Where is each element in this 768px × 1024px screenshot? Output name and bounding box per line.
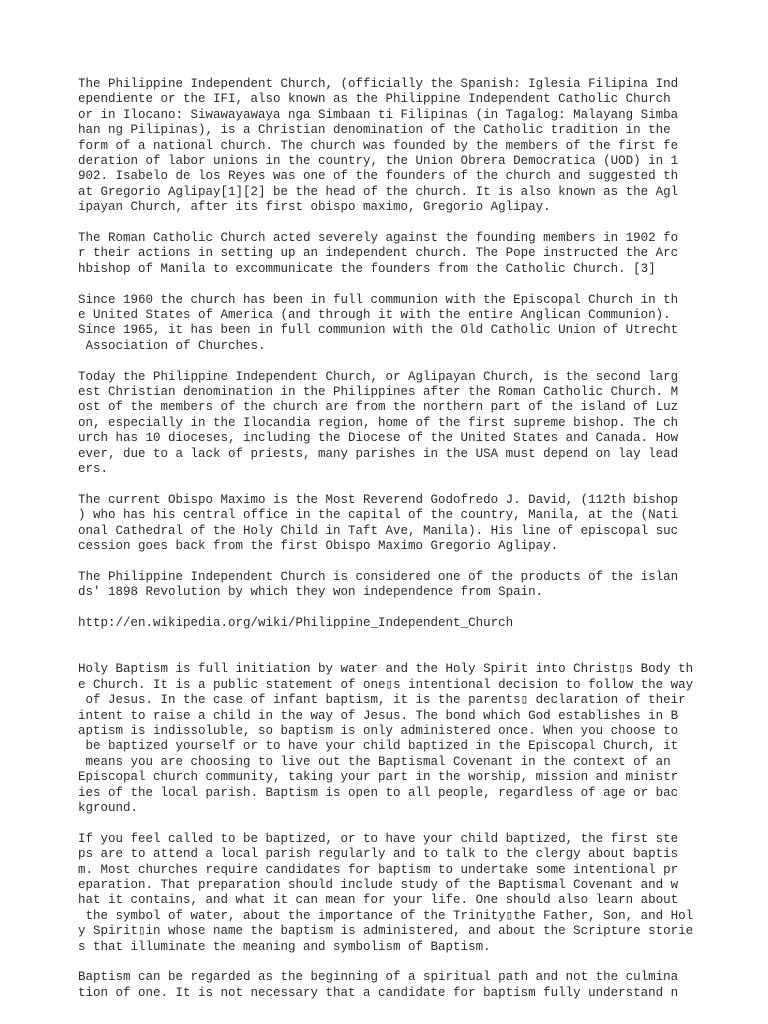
paragraph-revolution: The Philippine Independent Church is considered one of the products of the islan ds' 1898 Revolution by which they won independence from Spain.: [78, 569, 679, 600]
paragraph-obispo-maximo: The current Obispo Maximo is the Most Reverend Godofredo J. David, (112th bishop ) who has his central office in the capital of the country, Manila, at the (Nati onal Cathedral of the Holy Child in Taft Ave, Manila). His line of episcopal suc cession goes back from the first Obispo Maximo Gregorio Aglipay.: [78, 492, 679, 554]
paragraph-holy-baptism: Holy Baptism is full initiation by water and the Holy Spirit into Christ▯s Body th e Church. It is a public statement of one▯s intentional decision to follow the way of Jesus. In the case of infant baptism, it is the parents▯ declaration of their intent to raise a child in the way of Jesus. The bond which God establishes in B aptism is indissoluble, so baptism is only administered once. When you choose to be baptized yourself or to have your child baptized in the Episcopal Church, it means you are choosing to live out the Baptismal Covenant in the context of an Episcopal church community, taking your part in the worship, mission and ministr ies of the local parish. Baptism is open to all people, regardless of age or bac kground.: [78, 662, 694, 815]
paragraph-baptism-preparation: If you feel called to be baptized, or to have your child baptized, the first ste ps are to attend a local parish regularly and to talk to the clergy about baptis m. Most churches require candidates for baptism to undertake some intentional pr eparation. That preparation should include study of the Baptismal Covenant and w hat it contains, and what it can mean for your life. One should also learn about the symbol of water, about the importance of the Trinity▯the Father, Son, and Hol y Spirit▯in whose name the baptism is administered, and about the Scripture storie s that illuminate the meaning and symbolism of Baptism.: [78, 831, 694, 954]
paragraph-ifi-overview: The Philippine Independent Church, (officially the Spanish: Iglesia Filipina Ind ependiente or the IFI, also known as the Philippine Independent Catholic Church or in Ilocano: Siwawayawaya nga Simbaan ti Filipinas (in Tagalog: Malayang Simba han ng Pilipinas), is a Christian denomination of the Catholic tradition in the form of a national church. The church was founded by the members of the first fe deration of labor unions in the country, the Union Obrera Democratica (UOD) in 1 902. Isabelo de los Reyes was one of the founders of the church and suggested th at Gregorio Aglipay[1][2] be the head of the church. It is also known as the Agl ipayan Church, after its first obispo maximo, Gregorio Aglipay.: [78, 77, 679, 215]
paragraph-today: Today the Philippine Independent Church, or Aglipayan Church, is the second larg est Christian denomination in the Philippines after the Roman Catholic Church. M ost of the members of the church are from the northern part of the island of Luz on, especially in the Ilocandia region, home of the first supreme bishop. The ch urch has 10 dioceses, including the Diocese of the United States and Canada. How ever, due to a lack of priests, many parishes in the USA must depend on lay lead ers.: [78, 369, 679, 477]
spacer: [78, 647, 738, 662]
paragraph-communion: Since 1960 the church has been in full communion with the Episcopal Church in th e United States of America (and through it with the entire Anglican Communion). Since 1965, it has been in full communion with the Old Catholic Union of Utrecht Association of Churches.: [78, 292, 679, 353]
source-url: http://en.wikipedia.org/wiki/Philippine_Independent_Church: [78, 616, 514, 631]
paragraph-spiritual-path: Baptism can be regarded as the beginning of a spiritual path and not the culmina tion of one. It is not necessary that a candidate for baptism fully understand n: [78, 970, 679, 1000]
paragraph-roman-catholic-reaction: The Roman Catholic Church acted severely against the founding members in 1902 fo r their actions in setting up an independent church. The Pope instructed the Arc hbishop of Manila to excommunicate the founders from the Catholic Church. [3]: [78, 231, 679, 276]
document-body: [78, 77, 738, 1017]
